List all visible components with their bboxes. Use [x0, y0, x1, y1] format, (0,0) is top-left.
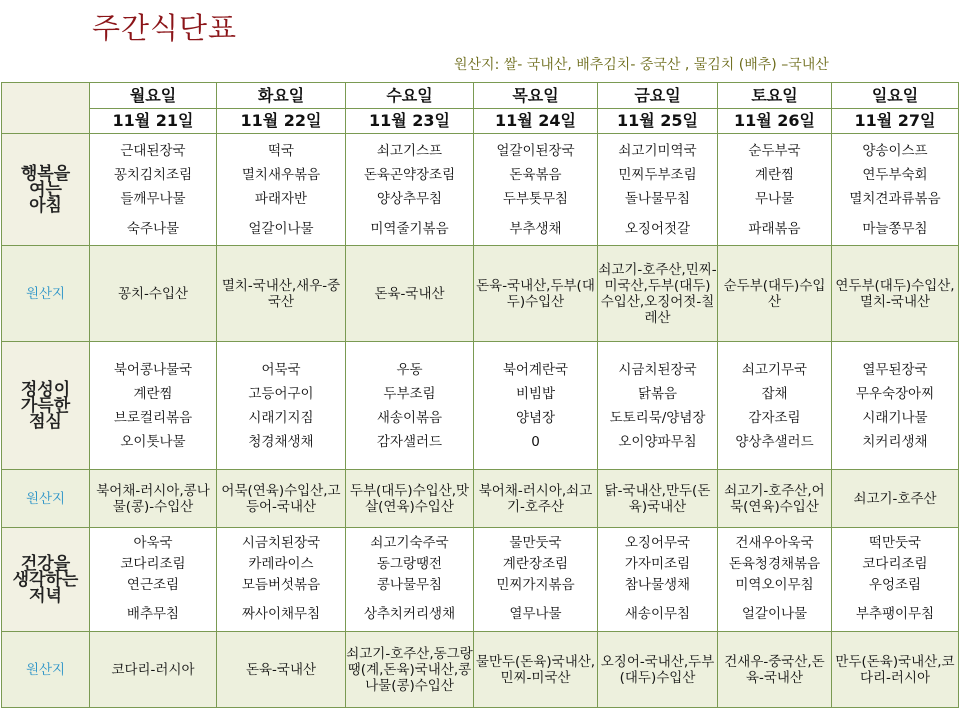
origin-label: 원산지 — [2, 246, 90, 342]
day-name: 금요일 — [598, 83, 718, 109]
menu-cell: 얼갈이된장국 돈육볶음 두부톳무침 부추생채 — [474, 134, 598, 246]
day-name: 목요일 — [474, 83, 598, 109]
origin-cell: 돈육-국내산 — [217, 632, 346, 708]
menu-cell: 오징어무국 가자미조림 참나물생채 새송이무침 — [598, 528, 718, 632]
origin-cell: 두부(대두)수입산,맛살(연육)수입산 — [346, 470, 474, 528]
lunch-row — [2, 342, 959, 470]
menu-cell: 북어계란국 비빔밥 양념장 0 — [474, 342, 598, 470]
page-title: 주간식단표 — [92, 11, 238, 45]
origin-cell: 물만두(돈육)국내산,민찌-미국산 — [474, 632, 598, 708]
origin-cell: 만두(돈육)국내산,코다리-러시아 — [832, 632, 959, 708]
day-date: 11월 21일 — [90, 109, 217, 134]
breakfast-row — [2, 134, 959, 246]
menu-cell: 시금치된장국 카레라이스 모듬버섯볶음 짜사이채무침 — [217, 528, 346, 632]
day-name: 화요일 — [217, 83, 346, 109]
weekly-menu-table — [1, 82, 959, 708]
origin-cell: 돈육-국내산 — [346, 246, 474, 342]
origin-cell: 쇠고기-호주산 — [832, 470, 959, 528]
day-name: 토요일 — [718, 83, 832, 109]
origin-cell: 닭-국내산,만두(돈육)국내산 — [598, 470, 718, 528]
origin-cell: 꽁치-수입산 — [90, 246, 217, 342]
menu-cell: 근대된장국 꽁치김치조림 들깨무나물 숙주나물 — [90, 134, 217, 246]
origin-note: 원산지: 쌀- 국내산, 배추김치- 중국산 , 물김치 (배추) –국내산 — [454, 57, 829, 73]
lunch-origin-row — [2, 470, 959, 528]
origin-cell: 쇠고기-호주산,민찌-미국산,두부(대두)수입산,오징어젓-칠레산 — [598, 246, 718, 342]
menu-cell: 쇠고기무국 잡채 감자조림 양상추샐러드 — [718, 342, 832, 470]
menu-cell: 아욱국 코다리조림 연근조림 배추무침 — [90, 528, 217, 632]
day-date: 11월 27일 — [832, 109, 959, 134]
origin-cell: 순두부(대두)수입산 — [718, 246, 832, 342]
menu-cell: 순두부국 계란찜 무나물 파래볶음 — [718, 134, 832, 246]
dinner-row — [2, 528, 959, 632]
origin-cell: 어묵(연육)수입산,고등어-국내산 — [217, 470, 346, 528]
day-header-row — [2, 83, 959, 109]
menu-cell: 떡국 멸치새우볶음 파래자반 얼갈이나물 — [217, 134, 346, 246]
meal-label-lunch: 정성이 가득한 점심 — [2, 342, 90, 470]
origin-cell: 오징어-국내산,두부(대두)수입산 — [598, 632, 718, 708]
origin-cell: 코다리-러시아 — [90, 632, 217, 708]
breakfast-origin-row — [2, 246, 959, 342]
day-date: 11월 22일 — [217, 109, 346, 134]
day-date: 11월 24일 — [474, 109, 598, 134]
menu-cell: 떡만둣국 코다리조림 우엉조림 부추팽이무침 — [832, 528, 959, 632]
date-header-row — [2, 109, 959, 134]
menu-cell: 어묵국 고등어구이 시래기지짐 청경채생채 — [217, 342, 346, 470]
day-name: 월요일 — [90, 83, 217, 109]
origin-cell: 돈육-국내산,두부(대두)수입산 — [474, 246, 598, 342]
menu-cell: 건새우아욱국 돈육청경채볶음 미역오이무침 얼갈이나물 — [718, 528, 832, 632]
origin-cell: 쇠고기-호주산,동그랑땡(계,돈육)국내산,콩나물(콩)수입산 — [346, 632, 474, 708]
menu-cell: 우동 두부조림 새송이볶음 감자샐러드 — [346, 342, 474, 470]
menu-cell: 열무된장국 무우숙장아찌 시래기나물 치커리생채 — [832, 342, 959, 470]
header-corner — [2, 83, 90, 134]
origin-label: 원산지 — [2, 470, 90, 528]
origin-cell: 북어채-러시아,콩나물(콩)-수입산 — [90, 470, 217, 528]
meal-label-breakfast: 행복을 여는 아침 — [2, 134, 90, 246]
origin-cell: 건새우-중국산,돈육-국내산 — [718, 632, 832, 708]
menu-cell: 쇠고기미역국 민찌두부조림 돌나물무침 오징어젓갈 — [598, 134, 718, 246]
day-name: 일요일 — [832, 83, 959, 109]
day-date: 11월 23일 — [346, 109, 474, 134]
origin-cell: 멸치-국내산,새우-중국산 — [217, 246, 346, 342]
meal-label-dinner: 건강을 생각하는 저녁 — [2, 528, 90, 632]
day-date: 11월 26일 — [718, 109, 832, 134]
dinner-origin-row — [2, 632, 959, 708]
day-date: 11월 25일 — [598, 109, 718, 134]
day-name: 수요일 — [346, 83, 474, 109]
menu-cell: 시금치된장국 닭볶음 도토리묵/양념장 오이양파무침 — [598, 342, 718, 470]
menu-cell: 물만둣국 계란장조림 민찌가지볶음 열무나물 — [474, 528, 598, 632]
origin-cell: 북어채-러시아,쇠고기-호주산 — [474, 470, 598, 528]
origin-label: 원산지 — [2, 632, 90, 708]
origin-cell: 쇠고기-호주산,어묵(연육)수입산 — [718, 470, 832, 528]
menu-cell: 쇠고기스프 돈육곤약장조림 양상추무침 미역줄기볶음 — [346, 134, 474, 246]
menu-cell: 양송이스프 연두부숙회 멸치견과류볶음 마늘쫑무침 — [832, 134, 959, 246]
menu-cell: 쇠고기숙주국 동그랑땡전 콩나물무침 상추치커리생채 — [346, 528, 474, 632]
origin-cell: 연두부(대두)수입산,멸치-국내산 — [832, 246, 959, 342]
menu-cell: 북어콩나물국 계란찜 브로컬리볶음 오이톳나물 — [90, 342, 217, 470]
